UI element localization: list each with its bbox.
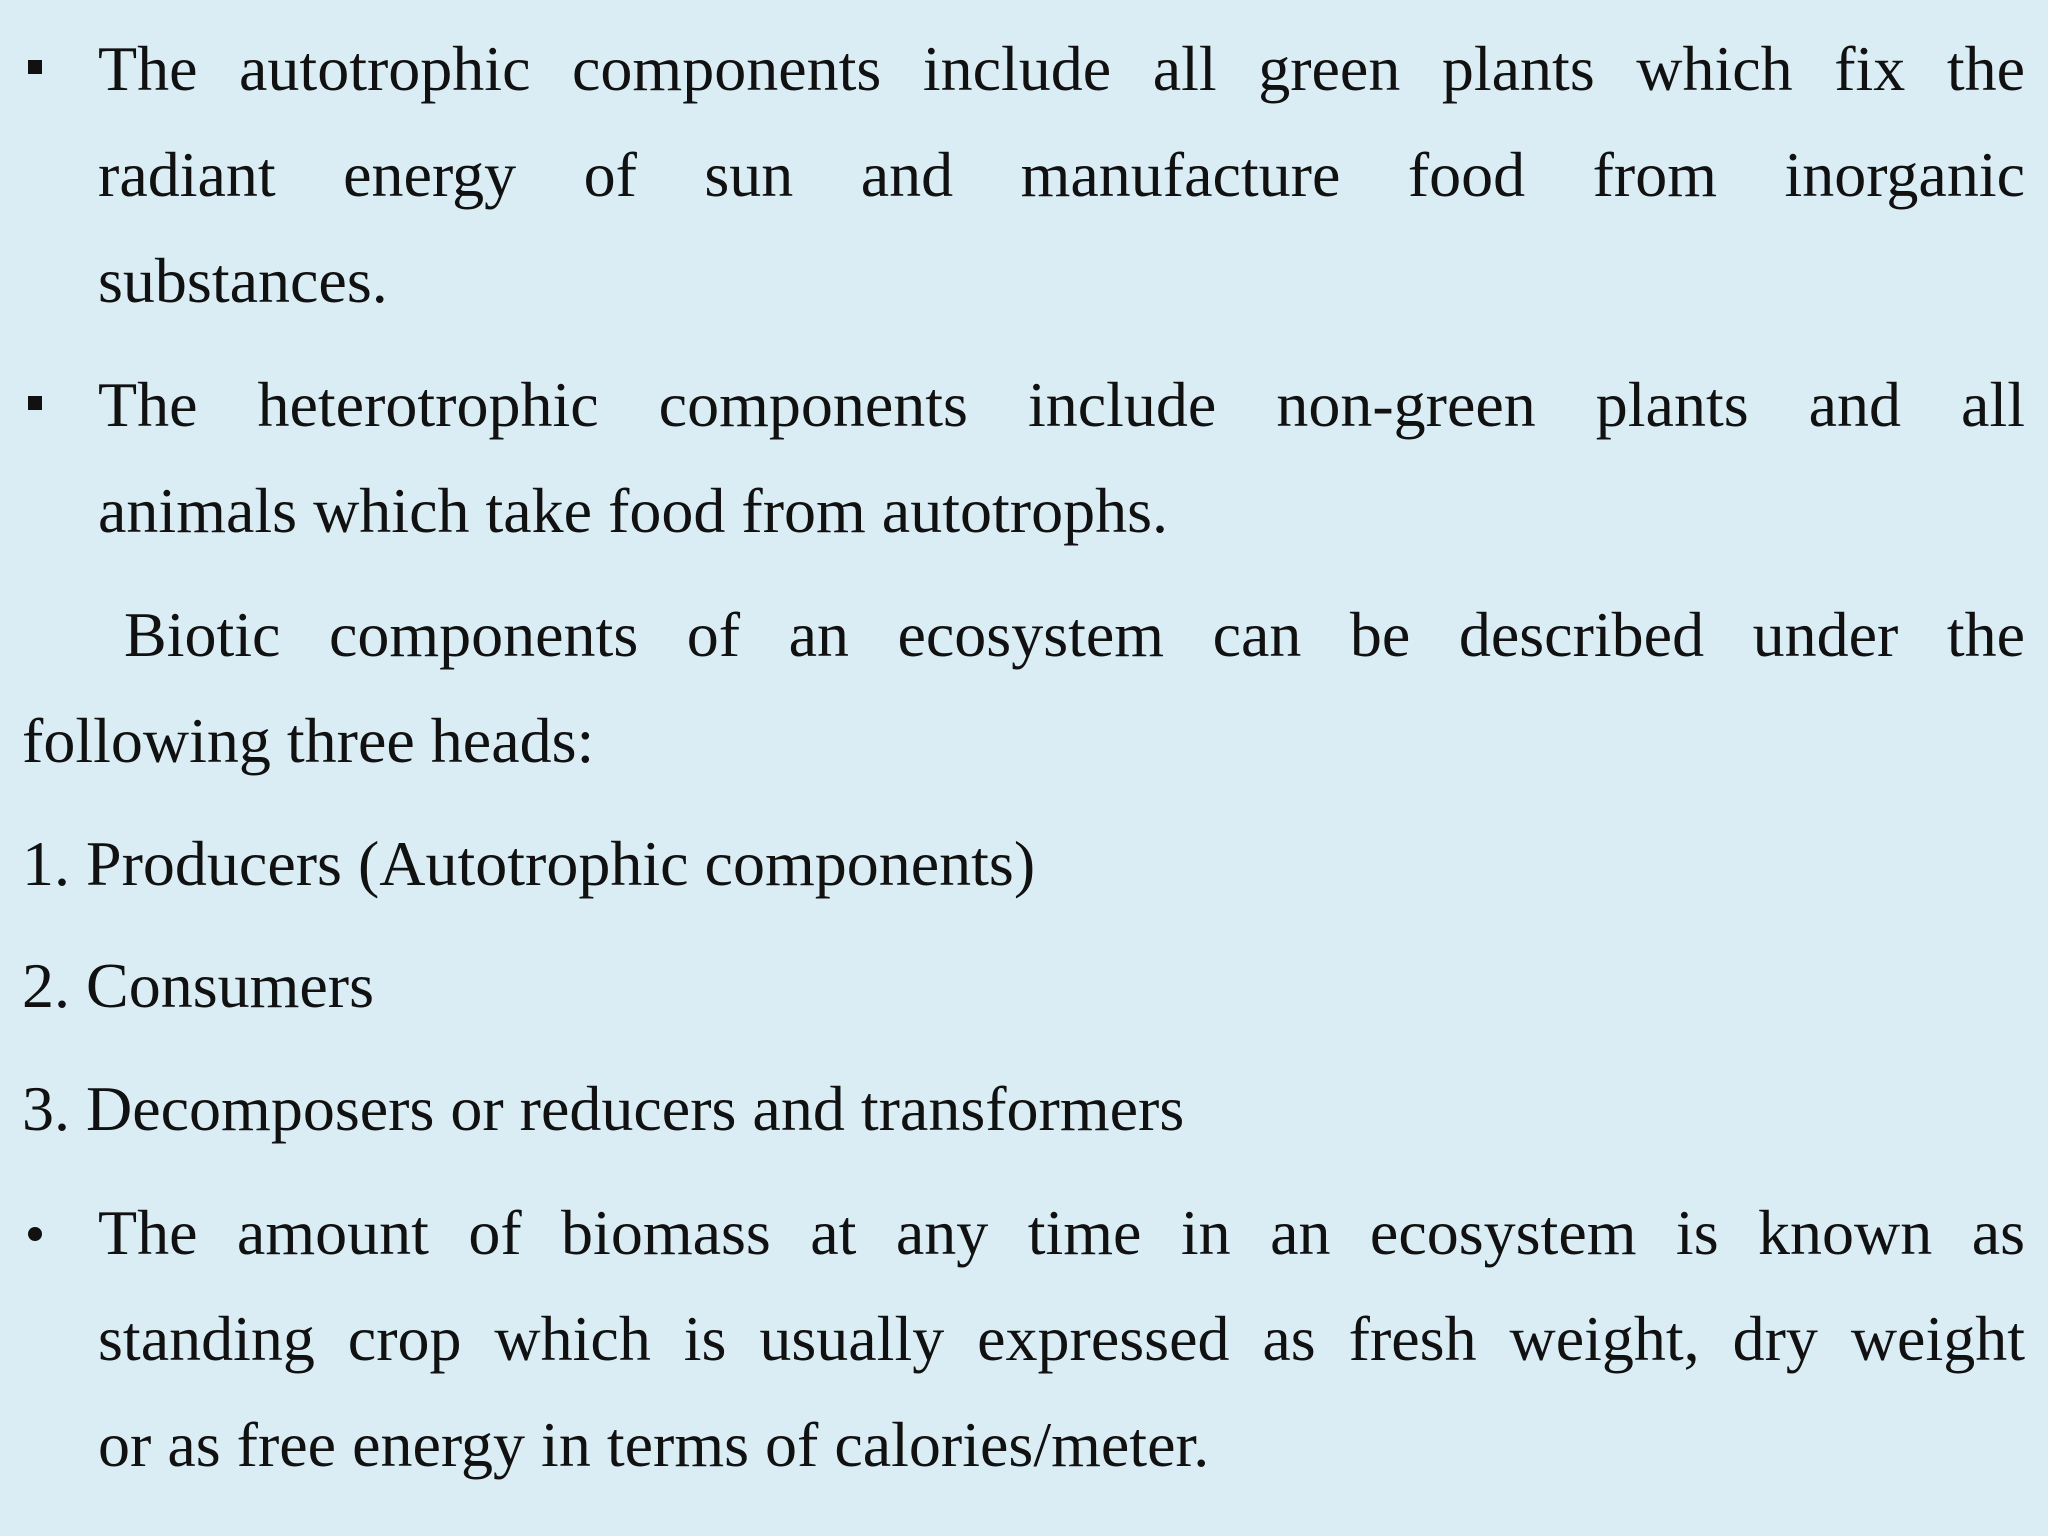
bullet-biomass-line-1: The amount of biomass at any time in an ecosystem is known as: [98, 1197, 2025, 1268]
list-item-decomposers: 3. Decomposers or reducers and transformers: [22, 1073, 1185, 1144]
square-bullet-icon: [28, 60, 42, 74]
bullet-heterotrophic-line-1: The heterotrophic components include non-green plants and all: [98, 369, 2025, 440]
bullet-autotrophic-line-3: substances.: [98, 245, 388, 316]
bullet-heterotrophic: [98, 352, 2025, 564]
list-item-producers: 1. Producers (Autotrophic components): [22, 828, 1036, 899]
bullet-autotrophic-line-2: radiant energy of sun and manufacture food from inorganic: [98, 139, 2025, 210]
biotic-components-intro: [22, 582, 2025, 794]
intro-line-2: following three heads:: [22, 705, 595, 776]
square-bullet-icon: [28, 396, 42, 410]
bullet-biomass: [98, 1180, 2025, 1498]
list-item-consumers: 2. Consumers: [22, 950, 374, 1021]
bullet-autotrophic: [98, 16, 2025, 334]
bullet-autotrophic-line-1: The autotrophic components include all green plants which fix the: [98, 33, 2025, 104]
bullet-biomass-line-2: standing crop which is usually expressed as fresh weight, dry weight: [98, 1303, 2025, 1374]
round-bullet-icon: [28, 1227, 42, 1241]
bullet-biomass-line-3: or as free energy in terms of calories/meter.: [98, 1409, 1210, 1480]
intro-line-1: Biotic components of an ecosystem can be described under the: [124, 599, 2025, 670]
bullet-heterotrophic-line-2: animals which take food from autotrophs.: [98, 475, 1168, 546]
